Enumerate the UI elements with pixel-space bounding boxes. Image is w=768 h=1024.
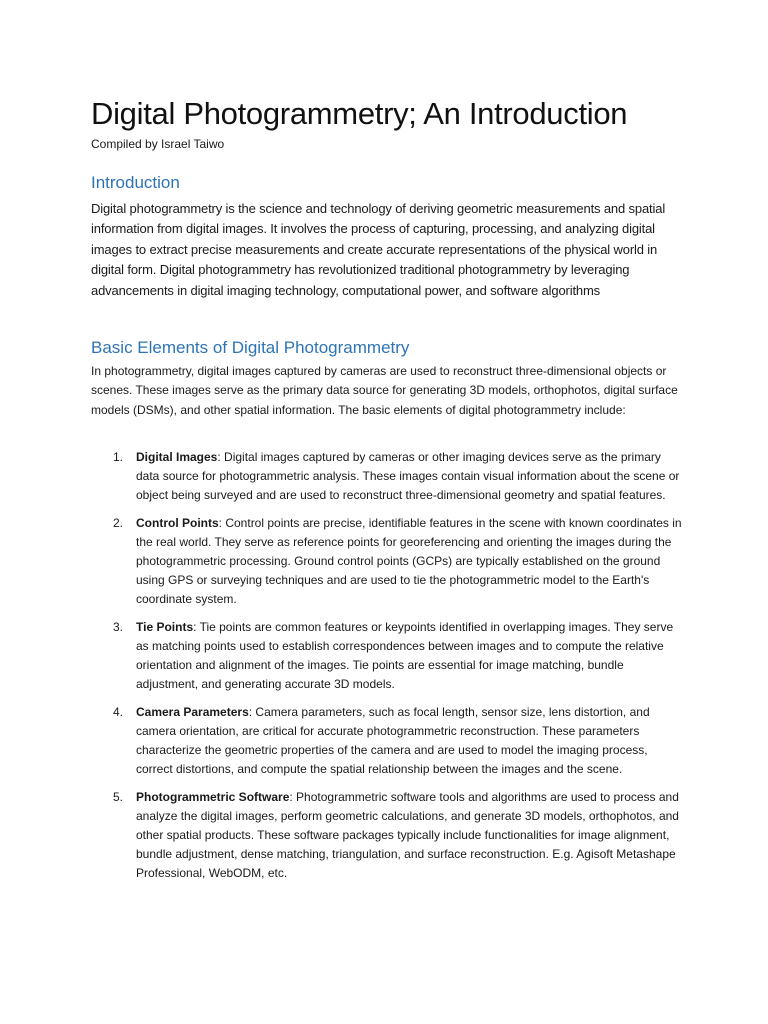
list-item bbox=[91, 514, 683, 609]
document-title: Digital Photogrammetry; An Introduction bbox=[91, 96, 628, 131]
list-item bbox=[91, 788, 683, 883]
list-item-term: Photogrammetric Software bbox=[136, 790, 290, 804]
basic-elements-list bbox=[91, 448, 683, 892]
list-item-term: Digital Images bbox=[136, 450, 218, 464]
list-item bbox=[91, 618, 683, 694]
document-author: Compiled by Israel Taiwo bbox=[91, 137, 225, 151]
list-item-text: : Photogrammetric software tools and algorithms are used to process and analyze the digital images, perform geometric calculations, and generate 3D models, orthophotos, and other spatial products. These software packages typically include functionalities for image alignment, bundle adjustment, dense matching, triangulation, and surface reconstruction. E.g. Agisoft Metashape Professional, WebODM, etc. bbox=[136, 790, 679, 880]
list-item-number: 3. bbox=[113, 620, 124, 634]
section-heading-basic-elements: Basic Elements of Digital Photogrammetry bbox=[91, 338, 410, 357]
list-item-number: 4. bbox=[113, 705, 124, 719]
list-item-number: 1. bbox=[113, 450, 124, 464]
list-item-term: Camera Parameters bbox=[136, 705, 249, 719]
list-item-number: 2. bbox=[113, 516, 124, 530]
list-item-term: Control Points bbox=[136, 516, 219, 530]
list-item-text: : Camera parameters, such as focal length, sensor size, lens distortion, and camera orientation, are critical for accurate photogrammetric reconstruction. These parameters characterize the geometric properties of the camera and are used to model the imaging process, correct distortions, and compute the spatial relationship between the images and the scene. bbox=[136, 705, 650, 776]
list-item bbox=[91, 703, 683, 779]
list-item-text: : Control points are precise, identifiable features in the scene with known coordinates in the real world. They serve as reference points for georeferencing and orienting the images during the photogrammetric processing. Ground control points (GCPs) are typically established on the ground using GPS or surveying techniques and are used to tie the photogrammetric model to the Earth's coordinate system. bbox=[136, 516, 682, 606]
section-heading-introduction: Introduction bbox=[91, 173, 180, 192]
list-item-number: 5. bbox=[113, 790, 124, 804]
list-item-text: : Tie points are common features or keypoints identified in overlapping images. They serve as matching points used to establish correspondences between images and to compute the relative orientation and alignment of the images. Tie points are essential for image matching, bundle adjustment, and generating accurate 3D models. bbox=[136, 620, 674, 691]
introduction-paragraph: Digital photogrammetry is the science and technology of deriving geometric measurements and spatial information from digital images. It involves the process of capturing, processing, and analyzing digital images to extract precise measurements and create accurate representations of the physical world in digital form. Digital photogrammetry has revolutionized traditional photogrammetry by leveraging advancements in digital imaging technology, computational power, and software algorithms bbox=[91, 201, 666, 298]
basic-elements-paragraph: In photogrammetry, digital images captured by cameras are used to reconstruct three-dimensional objects or scenes. These images serve as the primary data source for generating 3D models, orthophotos, digital surface models (DSMs), and other spatial information. The basic elements of digital photogrammetry include: bbox=[91, 364, 678, 417]
list-item-term: Tie Points bbox=[136, 620, 194, 634]
list-item-text: : Digital images captured by cameras or other imaging devices serve as the primary data source for photogrammetric analysis. These images contain visual information about the scene or object being surveyed and are used to reconstruct three-dimensional geometry and spatial features. bbox=[136, 450, 680, 502]
list-item bbox=[91, 448, 683, 505]
